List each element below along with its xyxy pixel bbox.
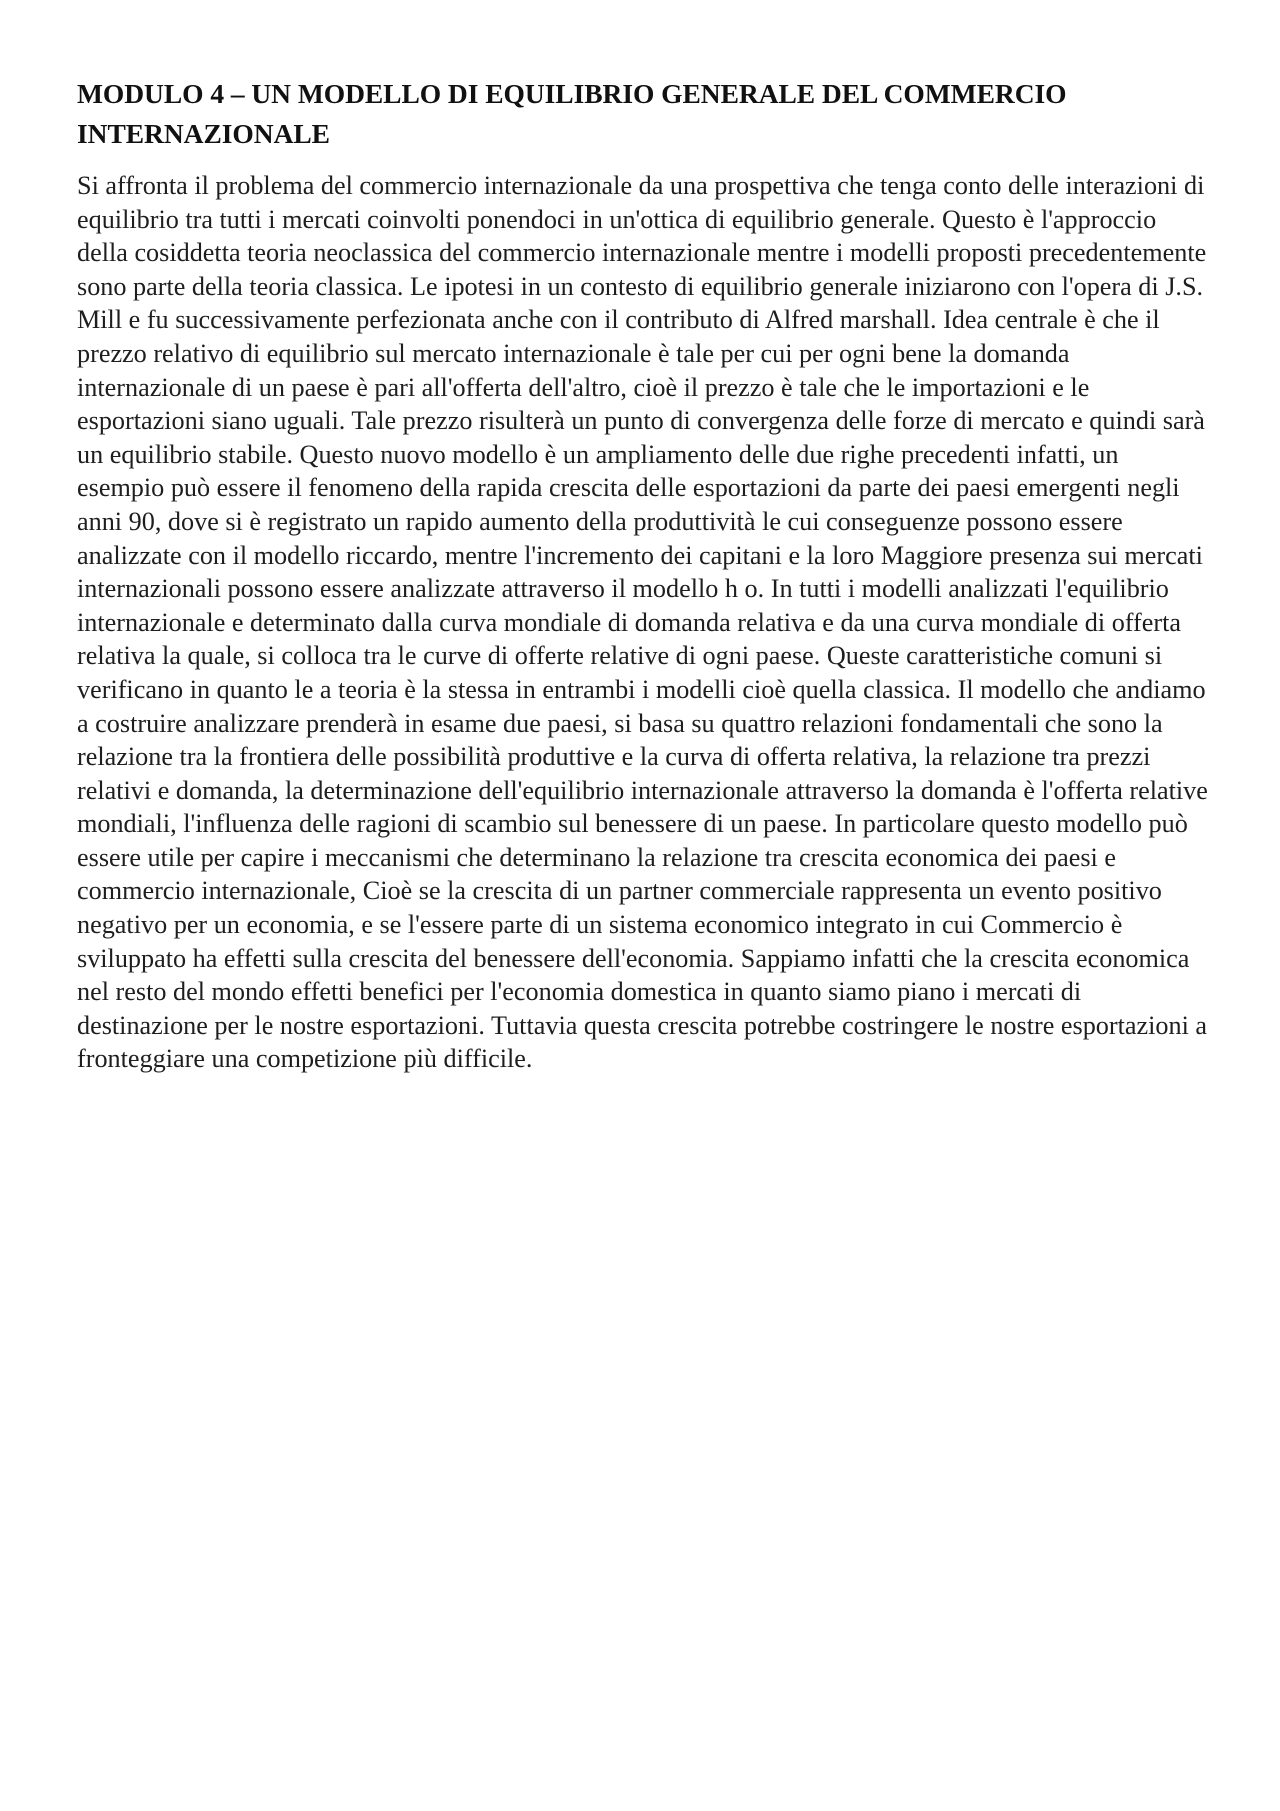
- document-content: [77, 74, 1212, 1076]
- document-title: MODULO 4 – UN MODELLO DI EQUILIBRIO GENERALE DEL COMMERCIO INTERNAZIONALE: [77, 78, 1067, 149]
- body-paragraph: Si affronta il problema del commercio internazionale da una prospettiva che tenga conto delle interazioni di equilibrio tra tutti i mercati coinvolti ponendoci in un'ottica di equilibrio generale. Questo è l'approccio della cosiddetta teoria neoclassica del commercio internazionale mentre i modelli proposti precedentemente sono parte della teoria classica. Le ipotesi in un contesto di equilibrio generale iniziarono con l'opera di J.S. Mill e fu successivamente perfezionata anche con il contributo di Alfred marshall. Idea centrale è che il prezzo relativo di equilibrio sul mercato internazionale è tale per cui per ogni bene la domanda internazionale di un paese è pari all'offerta dell'altro, cioè il prezzo è tale che le importazioni e le esportazioni siano uguali. Tale prezzo risulterà un punto di convergenza delle forze di mercato e quindi sarà un equilibrio stabile. Questo nuovo modello è un ampliamento delle due righe precedenti infatti, un esempio può essere il fenomeno della rapida crescita delle esportazioni da parte dei paesi emergenti negli anni 90, dove si è registrato un rapido aumento della produttività le cui conseguenze possono essere analizzate con il modello riccardo, mentre l'incremento dei capitani e la loro Maggiore presenza sui mercati internazionali possono essere analizzate attraverso il modello h o. In tutti i modelli analizzati l'equilibrio internazionale e determinato dalla curva mondiale di domanda relativa e da una curva mondiale di offerta relativa la quale, si colloca tra le curve di offerte relative di ogni paese. Queste caratteristiche comuni si verificano in quanto le a teoria è la stessa in entrambi i modelli cioè quella classica. Il modello che andiamo a costruire analizzare prenderà in esame due paesi, si basa su quattro relazioni fondamentali che sono la relazione tra la frontiera delle possibilità produttive e la curva di offerta relativa, la relazione tra prezzi relativi e domanda, la determinazione dell'equilibrio internazionale attraverso la domanda è l'offerta relative mondiali, l'influenza delle ragioni di scambio sul benessere di un paese. In particolare questo modello può essere utile per capire i meccanismi che determinano la relazione tra crescita economica dei paesi e commercio internazionale, Cioè se la crescita di un partner commerciale rappresenta un evento positivo negativo per un economia, e se l'essere parte di un sistema economico integrato in cui Commercio è sviluppato ha effetti sulla crescita del benessere dell'economia. Sappiamo infatti che la crescita economica nel resto del mondo effetti benefici per l'economia domestica in quanto siamo piano i mercati di destinazione per le nostre esportazioni. Tuttavia questa crescita potrebbe costringere le nostre esportazioni a fronteggiare una competizione più difficile.: [77, 171, 1208, 1074]
